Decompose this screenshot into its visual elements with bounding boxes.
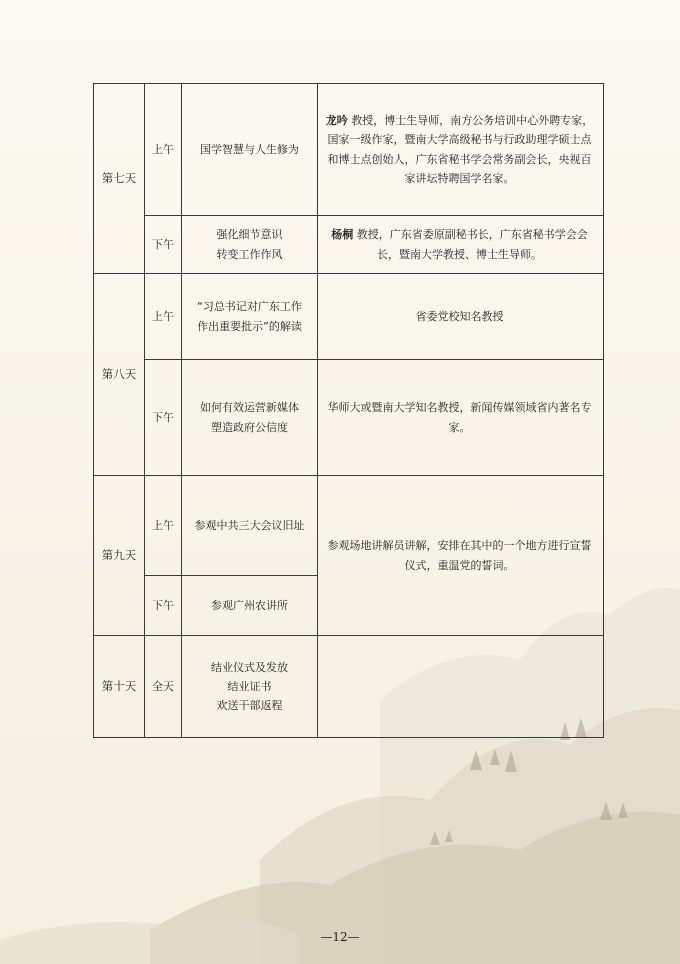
- speaker-name: 杨桐: [331, 228, 354, 242]
- time-slot: 上午: [145, 84, 182, 216]
- schedule-table: [93, 83, 604, 738]
- session-description: [318, 216, 604, 274]
- time-slot: 上午: [145, 274, 182, 360]
- table-row: [94, 636, 604, 738]
- topic-line: 参观中共三大会议旧址: [194, 518, 305, 532]
- session-topic: [182, 216, 318, 274]
- session-topic: [182, 576, 318, 636]
- speaker-bio: 教授，广东省委原副秘书长，广东省秘书学会会长，暨南大学教授、博士生导师。: [353, 228, 588, 261]
- topic-line: 如何有效运营新媒体: [200, 401, 299, 415]
- topic-line: 欢送干部返程: [216, 699, 283, 713]
- day-label: 第八天: [94, 274, 145, 476]
- topic-line: 作出重要批示”的解读: [197, 319, 302, 333]
- topic-line: “习总书记对广东工作: [197, 300, 302, 314]
- session-topic: [182, 636, 318, 738]
- speaker-bio: 教授，博士生导师，南方公务培训中心外聘专家，国家一级作家，暨南大学高级秘书与行政助理学硕士点和博士点创始人，广东省秘书学会常务副会长，央视百家讲坛特聘国学名家。: [327, 114, 594, 185]
- time-slot: 下午: [145, 576, 182, 636]
- speaker-name: 龙吟: [325, 114, 348, 127]
- time-slot: 下午: [145, 360, 182, 476]
- time-slot: 全天: [145, 636, 182, 738]
- table-row: [94, 274, 604, 360]
- topic-line: 转变工作作风: [216, 247, 283, 261]
- time-slot: 上午: [145, 476, 182, 576]
- session-description: 省委党校知名教授: [318, 274, 604, 360]
- session-description: [318, 84, 604, 216]
- day-label: 第十天: [94, 636, 145, 738]
- session-description: 华师大或暨南大学知名教授，新闻传媒领域省内著名专家。: [318, 360, 604, 476]
- topic-line: 结业证书: [227, 679, 272, 693]
- topic-line: 塑造政府公信度: [211, 420, 288, 434]
- topic-line: 结业仪式及发放: [211, 660, 288, 674]
- day-label: 第九天: [94, 476, 145, 636]
- session-description: 参观场地讲解员讲解，安排在其中的一个地方进行宣誓仪式，重温党的誓词。: [318, 476, 604, 636]
- table-row: [94, 84, 604, 216]
- table-row: [94, 476, 604, 576]
- session-topic: [182, 274, 318, 360]
- topic-line: 参观广州农讲所: [211, 598, 288, 612]
- session-description: [318, 636, 604, 738]
- page-number: —12—: [320, 930, 360, 944]
- time-slot: 下午: [145, 216, 182, 274]
- session-topic: [182, 476, 318, 576]
- table-row: [94, 216, 604, 274]
- topic-line: 强化细节意识: [216, 228, 283, 242]
- session-topic: [182, 84, 318, 216]
- day-label: 第七天: [94, 84, 145, 274]
- session-topic: [182, 360, 318, 476]
- table-row: [94, 360, 604, 476]
- topic-line: 国学智慧与人生修为: [200, 142, 299, 156]
